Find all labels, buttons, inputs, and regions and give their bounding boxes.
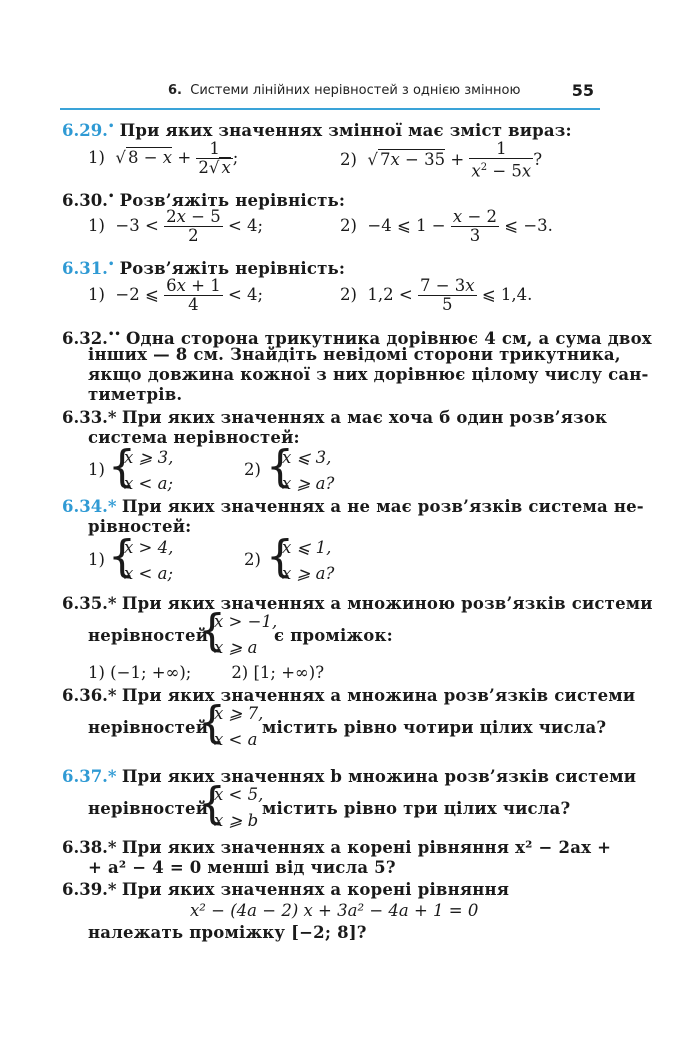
problem-6-31-item-2: 2) 1,2 < $\frac{7 - 3x}{5}$ ⩽ 1,4.	[340, 276, 533, 314]
system-6-34-2: 2) { x ⩽ 1, x ⩾ a?	[244, 531, 335, 583]
system-6-34-1: 1) { x > 4, x < a;	[88, 531, 174, 583]
problem-6-35: 6.35.* При яких значеннях a множиною розв’язків системи	[62, 594, 653, 613]
section-title: 6. Системи лінійних нерівностей з однією змінною	[168, 83, 521, 98]
problem-6-33: 6.33.* При яких значеннях a має хоча б один розв’язок	[62, 408, 608, 427]
problem-text-line: якщо довжина кожної з них дорівнює цілому числу сан-	[88, 365, 649, 384]
system-6-37: { x < 5, x ⩾ b	[198, 778, 264, 830]
system-6-36: { x ⩾ 7, x < a	[198, 697, 264, 749]
problem-text-line: тиметрів.	[88, 385, 183, 404]
problem-text-line: містить рівно три цілих числа?	[262, 799, 571, 818]
problem-6-29-item-2: 2) √ 7x − 35 + $\frac{1}{x^2 - 5x}$ ?	[340, 139, 543, 181]
system-6-33-1: 1) { x ⩾ 3, x < a;	[88, 441, 174, 493]
problem-text-line: + a² − 4 = 0 менші від числа 5?	[88, 858, 396, 877]
system-6-33-2: 2) { x ⩽ 3, x ⩾ a?	[244, 441, 335, 493]
equation-6-39: x² − (4a − 2) x + 3a² − 4a + 1 = 0	[190, 901, 479, 920]
problem-6-35-options: 1) (−1; +∞); 2) [1; +∞)?	[88, 663, 325, 682]
problem-text-line: нерівностей	[88, 626, 209, 645]
problem-6-31: 6.31.• Розв’яжіть нерівність:	[62, 259, 346, 278]
problem-text-line: інших — 8 см. Знайдіть невідомі сторони трикутника,	[88, 345, 621, 364]
problem-text-line: рівностей:	[88, 517, 192, 536]
running-header	[60, 80, 600, 106]
problem-6-30-item-1: 1) −3 < $\frac{2x - 5}{2}$ < 4;	[88, 207, 264, 245]
problem-6-30-item-2: 2) −4 ⩽ 1 − $\frac{x - 2}{3}$ ⩽ −3.	[340, 207, 553, 245]
system-6-35: { x > −1, x ⩾ a	[198, 605, 278, 657]
problem-text-line: система нерівностей:	[88, 428, 300, 447]
problem-6-39: 6.39.* При яких значеннях a корені рівняння	[62, 880, 510, 899]
problem-text-line: містить рівно чотири цілих числа?	[262, 718, 607, 737]
problem-6-29-item-1: 1) √ 8 − x + $\frac{1}{2√ x}$ ;	[88, 139, 239, 177]
problem-6-36: 6.36.* При яких значеннях a множина розв’язків системи	[62, 686, 636, 705]
problem-text-line: нерівностей	[88, 718, 209, 737]
problem-text-line: є проміжок:	[274, 626, 393, 645]
problem-6-32: 6.32.•• Одна сторона трикутника дорівнює 4 см, а сума двох	[62, 329, 652, 348]
problem-6-30: 6.30.• Розв’яжіть нерівність:	[62, 191, 346, 210]
problem-text-line: належать проміжку [−2; 8]?	[88, 923, 367, 942]
problem-6-31-item-1: 1) −2 ⩽ $\frac{6x + 1}{4}$ < 4;	[88, 276, 264, 314]
problem-6-34: 6.34.* При яких значеннях a не має розв’язків система не-	[62, 497, 644, 516]
page-number: 55	[571, 81, 594, 100]
problem-6-37: 6.37.* При яких значеннях b множина розв’язків системи	[62, 767, 637, 786]
problem-6-38: 6.38.* При яких значеннях a корені рівняння x² − 2ax +	[62, 838, 612, 857]
problem-6-29: 6.29.• При яких значеннях змінної має зміст вираз:	[62, 121, 572, 140]
problem-text-line: нерівностей	[88, 799, 209, 818]
header-divider	[60, 108, 600, 110]
